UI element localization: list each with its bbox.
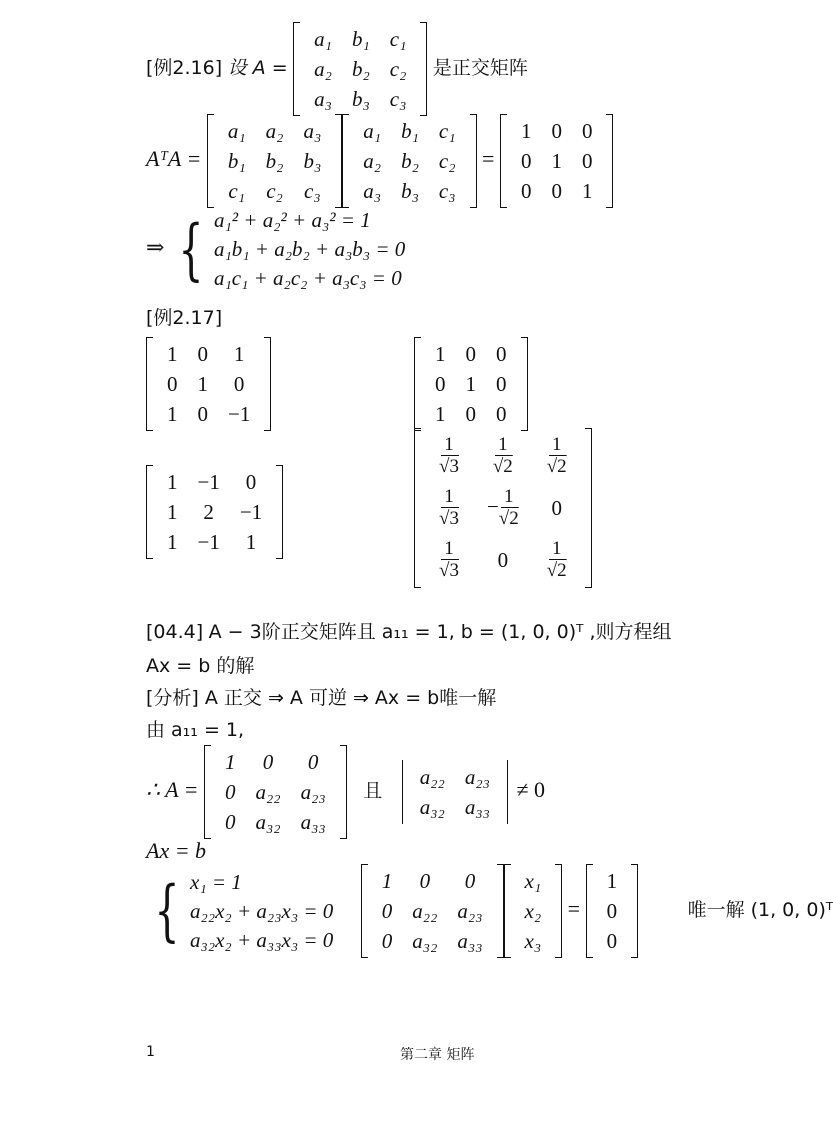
matrix-entry: a₂ bbox=[265, 118, 284, 143]
ex216-suffix: 是正交矩阵 bbox=[432, 57, 528, 80]
matrix-entry: c₂ bbox=[266, 178, 283, 203]
q044-coef-matrix-table bbox=[372, 866, 493, 956]
matrix-entry: a₂ bbox=[363, 148, 382, 173]
matrix-entry: −1 bbox=[197, 469, 220, 494]
ex216-intro: 设 A = bbox=[227, 57, 288, 80]
matrix-entry: 0 bbox=[197, 401, 208, 426]
matrix-entry: 0 bbox=[465, 341, 476, 366]
q044-determinant-table bbox=[410, 762, 500, 822]
matrix-entry: b₂ bbox=[351, 56, 370, 81]
equation: a₂₂x₂ + a₂₃x₃ = 0 bbox=[190, 898, 334, 923]
q044-label: [04.4] bbox=[146, 621, 204, 643]
matrix-entry: c₂ bbox=[389, 56, 407, 81]
matrix-entry: a₂₂ bbox=[419, 764, 445, 789]
matrix-entry: 1 bbox=[551, 148, 562, 173]
matrix-entry: b₃ bbox=[351, 86, 370, 111]
q044-vector-x-table bbox=[515, 866, 552, 956]
matrix-entry: 1 bbox=[233, 341, 245, 366]
matrix-entry: b₁ bbox=[227, 148, 246, 173]
matrix-entry: c₃ bbox=[438, 178, 456, 203]
matrix-entry: a₁ bbox=[227, 118, 246, 143]
matrix-entry: b₁ bbox=[351, 26, 370, 51]
q044-matrix-table bbox=[215, 747, 336, 837]
matrix-entry: 0 bbox=[520, 178, 532, 203]
matrix-entry: 1 bbox=[167, 401, 178, 426]
matrix-entry: 1 bbox=[225, 749, 236, 774]
matrix-entry: 0 bbox=[581, 148, 593, 173]
q044-vector-b bbox=[586, 864, 639, 958]
matrix-entry: a₂₂ bbox=[412, 898, 438, 923]
matrix-entry: b₂ bbox=[265, 148, 284, 173]
matrix-entry: 0 bbox=[381, 898, 393, 923]
q044-vector-b-table bbox=[597, 866, 628, 956]
matrix-entry: a₃₂ bbox=[412, 928, 438, 953]
matrix-entry: 0 bbox=[419, 868, 431, 893]
matrix-entry: a₃ bbox=[303, 118, 322, 143]
ex217-matrix-3-table bbox=[157, 467, 272, 557]
matrix-entry: 1 bbox=[167, 469, 178, 494]
matrix-entry: a₃₂ bbox=[419, 794, 445, 819]
q044-given: 由 a₁₁ = 1, bbox=[146, 719, 245, 741]
ex216-label: [例2.16] bbox=[146, 57, 223, 80]
equals-sign: = bbox=[482, 146, 495, 172]
matrix-entry: a₁ bbox=[363, 118, 382, 143]
matrix-entry: a₃₃ bbox=[464, 794, 490, 819]
matrix-entry: c₃ bbox=[304, 178, 321, 203]
matrix-entry: 0 bbox=[167, 371, 178, 396]
matrix-entry: 0 bbox=[465, 401, 476, 426]
matrix-entry: 1 bbox=[435, 401, 446, 426]
identity-matrix bbox=[500, 114, 614, 208]
matrix-entry: x₃ bbox=[524, 928, 542, 953]
ex217-matrix-1 bbox=[146, 337, 271, 431]
matrix-entry: a₃₃ bbox=[300, 809, 326, 834]
matrix-entry: 0 bbox=[262, 749, 274, 774]
matrix-at bbox=[207, 114, 342, 208]
matrix-entry: 0 bbox=[245, 469, 257, 494]
equation: a₁b₁ + a₂b₂ + a₃b₃ = 0 bbox=[213, 237, 406, 261]
matrix-entry: 0 bbox=[606, 898, 618, 923]
ex217-matrix-2 bbox=[414, 337, 528, 431]
matrix-entry: 0 bbox=[435, 371, 446, 396]
matrix-entry: 0 bbox=[225, 779, 236, 804]
matrix-entry: 0 bbox=[496, 401, 507, 426]
ex217-matrix-3 bbox=[146, 465, 283, 559]
matrix-entry: 0 bbox=[496, 341, 507, 366]
matrix-entry: a₃₃ bbox=[457, 928, 483, 953]
ata-lhs: AᵀA = bbox=[146, 146, 202, 172]
q044-axb: Ax = b bbox=[146, 838, 207, 863]
matrix-a-table bbox=[304, 24, 416, 114]
matrix-entry: a₃ bbox=[314, 86, 332, 111]
q044-system-row: { x₁ = 1 a₂₂x₂ + a₂₃x₃ = 0 a₃₂x₂ + a₃₃x₃ = 0 1 0 0 0 a₂₂ a₂₃ 0 a₃₂ a₃₃ x₁ x₂ x₃ = 1 0 0 唯一解 (1, 0, 0)ᵀ bbox=[146, 864, 833, 958]
matrix-entry: a₃ bbox=[363, 178, 382, 203]
ex217-matrix-4-table: $\frac{1}{√3}$ $\frac{1}{√2}$ $\frac{1}{√2}$ $\frac{1}{√3}$ − $\frac{1}{√2}$ 0 $\frac{1}{√3}$ 0 $\frac{1}{√2}$ bbox=[439, 433, 567, 581]
system-equations bbox=[214, 206, 405, 293]
matrix-a-repeat-table bbox=[353, 116, 465, 206]
ex216-product bbox=[146, 114, 613, 208]
q044-matrix-row bbox=[146, 745, 545, 839]
matrix-entry: 1 bbox=[381, 868, 393, 893]
matrix-entry: a₂₂ bbox=[255, 779, 281, 804]
matrix-entry: 1 bbox=[435, 341, 446, 366]
q044-system-equations bbox=[190, 868, 333, 955]
matrix-entry: 2 bbox=[203, 499, 214, 524]
matrix-a-repeat bbox=[342, 114, 476, 208]
matrix-entry: c₁ bbox=[389, 26, 407, 51]
q044-solution: 唯一解 (1, 0, 0)ᵀ bbox=[687, 899, 833, 922]
q044-line1 bbox=[146, 620, 672, 642]
matrix-entry: 0 bbox=[225, 809, 236, 834]
not-equal-zero: ≠ 0 bbox=[516, 777, 546, 803]
matrix-entry: 1 bbox=[465, 371, 476, 396]
equation: a₁² + a₂² + a₃² = 1 bbox=[213, 208, 371, 232]
matrix-entry: 0 bbox=[581, 118, 593, 143]
matrix-entry: b₁ bbox=[401, 118, 419, 143]
equation: a₁c₁ + a₂c₂ + a₃c₃ = 0 bbox=[213, 266, 402, 290]
q044-analysis: [分析] A 正交 ⇒ A 可逆 ⇒ Ax = b唯一解 bbox=[146, 687, 497, 709]
matrix-at-table bbox=[218, 116, 331, 206]
matrix-entry: −1 bbox=[228, 401, 251, 426]
matrix-entry: a₁ bbox=[314, 26, 332, 51]
matrix-entry: 1 bbox=[167, 341, 178, 366]
matrix-entry: 0 bbox=[464, 868, 476, 893]
q044-statement: A − 3阶正交矩阵且 a₁₁ = 1, b = (1, 0, 0)ᵀ ,则方程组 bbox=[208, 621, 672, 643]
matrix-entry: 1 bbox=[581, 178, 593, 203]
matrix-entry: 1 bbox=[520, 118, 532, 143]
matrix-entry: a₂₃ bbox=[464, 764, 490, 789]
ex217-matrix-1-table bbox=[157, 339, 260, 429]
matrix-entry: 0 bbox=[520, 148, 532, 173]
equation: x₁ = 1 bbox=[190, 869, 242, 894]
matrix-entry: 0 bbox=[307, 749, 319, 774]
therefore-a: ∴ A = bbox=[146, 777, 199, 803]
matrix-entry: a₂₃ bbox=[300, 779, 326, 804]
matrix-entry: c₂ bbox=[438, 148, 456, 173]
matrix-entry: c₁ bbox=[228, 178, 246, 203]
q044-coef-matrix bbox=[361, 864, 504, 958]
matrix-entry: 0 bbox=[233, 371, 245, 396]
matrix-entry: 1 bbox=[606, 868, 618, 893]
matrix-entry: −1 bbox=[239, 499, 263, 524]
matrix-entry: c₁ bbox=[438, 118, 456, 143]
system-brace: { a₁² + a₂² + a₃² = 1 a₁b₁ + a₂b₂ + a₃b₃ = 0 a₁c₁ + a₂c₂ + a₃c₃ = 0 bbox=[170, 206, 405, 293]
matrix-entry: 1 bbox=[245, 529, 257, 554]
matrix-entry: 1 bbox=[167, 529, 178, 554]
q044-vector-x bbox=[504, 864, 563, 958]
matrix-entry: 0 bbox=[381, 928, 393, 953]
implies-arrow: ⇒ bbox=[146, 234, 165, 260]
matrix-entry: 0 bbox=[496, 371, 507, 396]
matrix-entry: a₂₃ bbox=[457, 898, 483, 923]
matrix-entry: 1 bbox=[197, 371, 208, 396]
matrix-entry: x₁ bbox=[524, 868, 542, 893]
matrix-entry: b₃ bbox=[303, 148, 322, 173]
matrix-entry: x₂ bbox=[524, 898, 542, 923]
equation: a₃₂x₂ + a₃₃x₃ = 0 bbox=[190, 927, 334, 952]
ex217-label-row bbox=[146, 306, 222, 328]
and-word: 且 bbox=[363, 780, 383, 803]
matrix-entry: b₂ bbox=[401, 148, 419, 173]
ex217-label: [例2.17] bbox=[146, 307, 223, 329]
matrix-a bbox=[293, 22, 427, 116]
ex216-system bbox=[146, 206, 405, 293]
matrix-entry: c₃ bbox=[389, 86, 407, 111]
q044-determinant bbox=[399, 760, 511, 824]
matrix-entry: 1 bbox=[167, 499, 178, 524]
page-number: 1 bbox=[146, 1044, 155, 1060]
matrix-entry: 0 bbox=[197, 341, 208, 366]
matrix-entry: a₂ bbox=[314, 56, 332, 81]
matrix-entry: 0 bbox=[551, 178, 562, 203]
q044-line2: Ax = b 的解 bbox=[146, 655, 255, 677]
matrix-entry: 0 bbox=[551, 118, 562, 143]
ex216-line1 bbox=[146, 22, 528, 116]
ex217-matrix-4 bbox=[414, 428, 592, 588]
matrix-entry: −1 bbox=[197, 529, 220, 554]
ex217-matrix-2-table bbox=[425, 339, 517, 429]
matrix-entry: b₃ bbox=[401, 178, 419, 203]
identity-matrix-table bbox=[511, 116, 603, 206]
chapter-footer: 第二章 矩阵 bbox=[400, 1047, 475, 1063]
q044-matrix bbox=[204, 745, 347, 839]
matrix-entry: a₃₂ bbox=[255, 809, 281, 834]
matrix-entry: 0 bbox=[606, 928, 618, 953]
q044-system-brace: { x₁ = 1 a₂₂x₂ + a₂₃x₃ = 0 a₃₂x₂ + a₃₃x₃ = 0 bbox=[146, 868, 333, 955]
